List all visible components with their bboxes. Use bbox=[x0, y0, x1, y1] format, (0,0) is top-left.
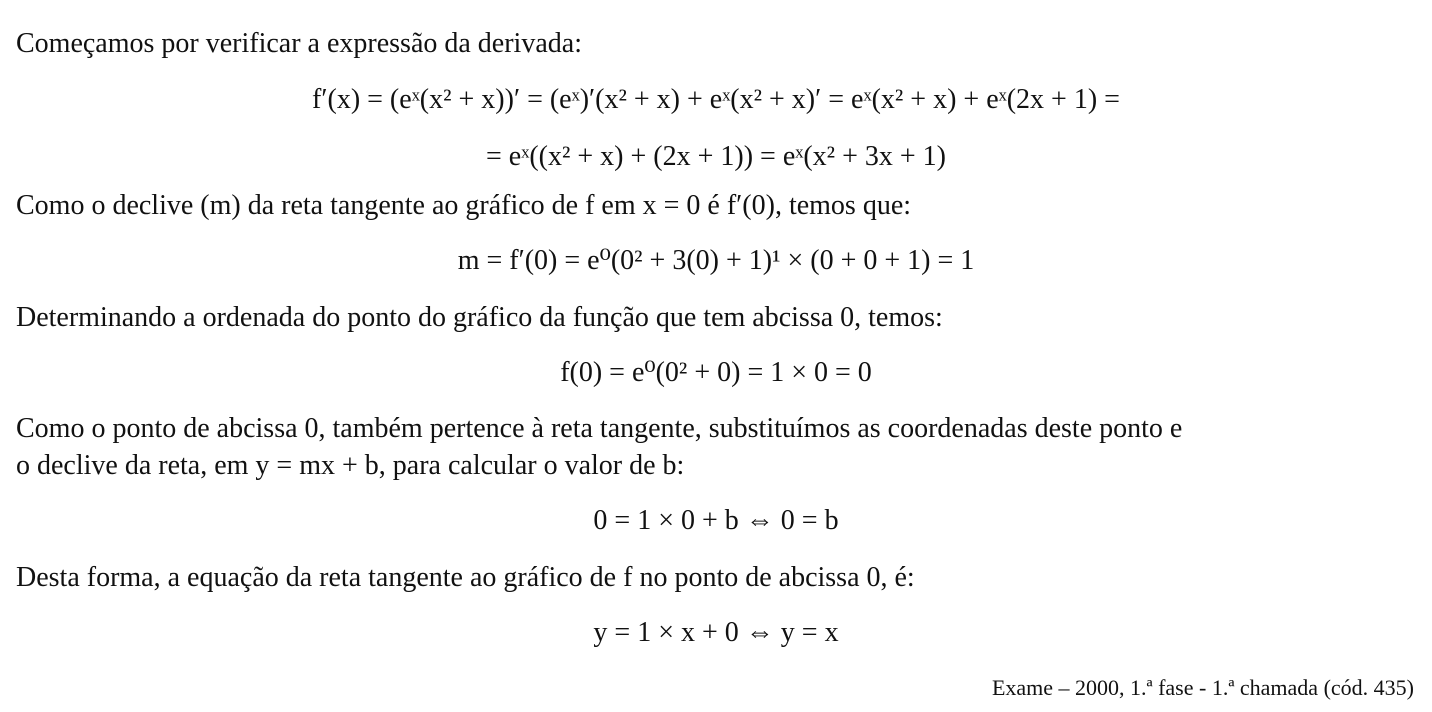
point-text-line-1: Como o ponto de abcissa 0, também pertence à reta tangente, substituímos as coordenadas deste ponto e bbox=[16, 413, 1183, 444]
derivative-equation-line-1: f′(x) = (eˣ(x² + x))′ = (eˣ)′(x² + x) + eˣ(x² + x)′ = eˣ(x² + x) + eˣ(2x + 1) = bbox=[312, 84, 1120, 115]
final-equation: y = 1 × x + 0 ⇔ y = x bbox=[593, 617, 839, 648]
intro-text: Começamos por verificar a expressão da derivada: bbox=[16, 28, 582, 59]
point-text-line-2: o declive da reta, em y = mx + b, para calcular o valor de b: bbox=[16, 450, 685, 481]
slope-equation: m = f′(0) = e⁰(0² + 3(0) + 1)¹ × (0 + 0 + 1) = 1 bbox=[457, 245, 975, 276]
final-text: Desta forma, a equação da reta tangente ao gráfico de f no ponto de abcissa 0, é: bbox=[16, 562, 915, 593]
derivative-equation-line-2: = eˣ((x² + x) + (2x + 1)) = eˣ(x² + 3x + 1) bbox=[486, 141, 946, 172]
ordinate-text: Determinando a ordenada do ponto do gráfico da função que tem abcissa 0, temos: bbox=[16, 302, 943, 333]
slope-text: Como o declive (m) da reta tangente ao gráfico de f em x = 0 é f′(0), temos que: bbox=[16, 190, 912, 221]
source-citation: Exame – 2000, 1.ª fase - 1.ª chamada (cód. 435) bbox=[991, 675, 1414, 700]
ordinate-equation: f(0) = e⁰(0² + 0) = 1 × 0 = 0 bbox=[560, 357, 872, 388]
b-equation: 0 = 1 × 0 + b ⇔ 0 = b bbox=[593, 505, 839, 536]
